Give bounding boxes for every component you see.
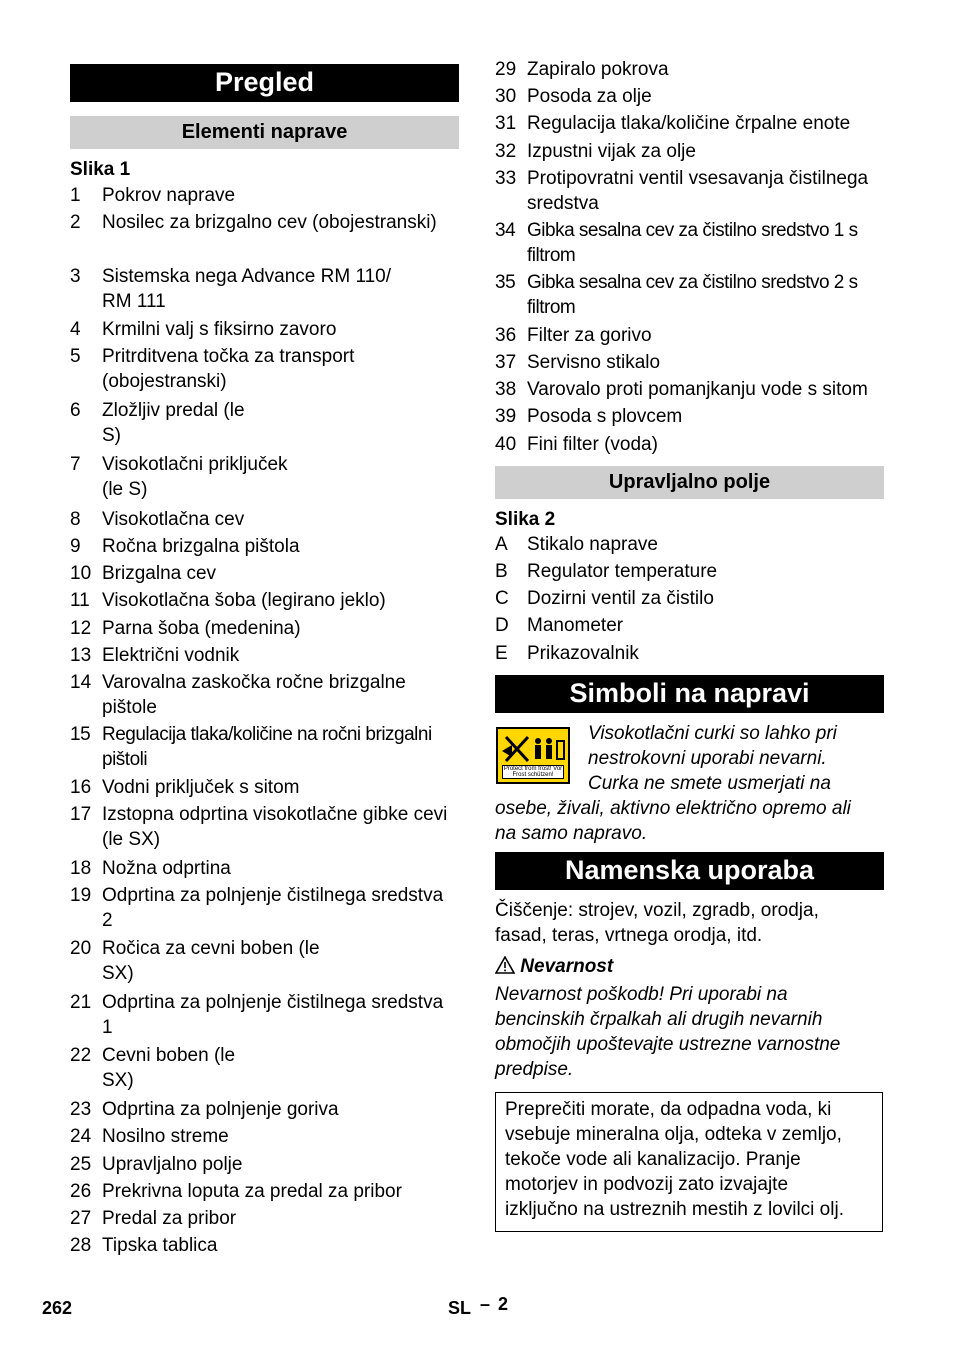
symbol-text-line: nestrokovni uporabi nevarni. [588,748,827,769]
section-heading-namenska-uporaba: Namenska uporaba [495,852,884,890]
note-text-line: vsebuje mineralna olja, odteka v zemljo, [505,1124,842,1145]
subheading-elementi-naprave: Elementi naprave [70,116,459,149]
language-code: SL [448,1298,472,1318]
danger-text-line: območjih upoštevajte ustrezne varnostne [495,1034,841,1055]
use-text-line: Čiščenje: strojev, vozil, zgradb, orodja, [495,900,819,921]
symbol-text-line: na samo napravo. [495,823,648,844]
danger-label-row [495,954,613,979]
symbol-text-line: osebe, živali, aktivno električno opremo ali [495,798,851,819]
danger-label: Nevarnost [520,956,614,977]
footer-dash: – [480,1294,491,1314]
danger-text-line: bencinskih črpalkah ali drugih nevarnih [495,1009,823,1030]
environment-note-box [495,1092,883,1232]
high-pressure-warning-icon [496,727,570,784]
symbol-text-line: Visokotlačni curki so lahko pri [588,723,837,744]
note-text-line: tekoče vode ali kanalizacijo. Pranje [505,1149,801,1170]
warn-icon-label: Protect from frost! Vor Frost schützen! [503,766,563,778]
sub-page-number: 2 [498,1294,509,1314]
section-heading-simboli: Simboli na napravi [495,675,884,713]
symbol-text-line: Curka ne smete usmerjati na [588,773,831,794]
page-number: 262 [42,1298,73,1318]
figure-label-slika-2: Slika 2 [495,509,556,530]
danger-text-line: Nevarnost poškodb! Pri uporabi na [495,984,788,1005]
section-heading-pregled: Pregled [70,64,459,102]
figure-label-slika-1: Slika 1 [70,159,131,180]
warning-triangle-icon [495,956,515,974]
note-text-line: motorjev in podvozij zato izvajajte [505,1174,789,1195]
note-text-line: izključno na ustreznih mestih z lovilci olj. [505,1199,844,1220]
use-text-line: fasad, teras, vrtnega orodja, itd. [495,925,763,946]
subheading-upravljalno-polje: Upravljalno polje [495,466,884,499]
danger-text-line: predpise. [495,1059,574,1080]
note-text-line: Preprečiti morate, da odpadna voda, ki [505,1099,832,1120]
